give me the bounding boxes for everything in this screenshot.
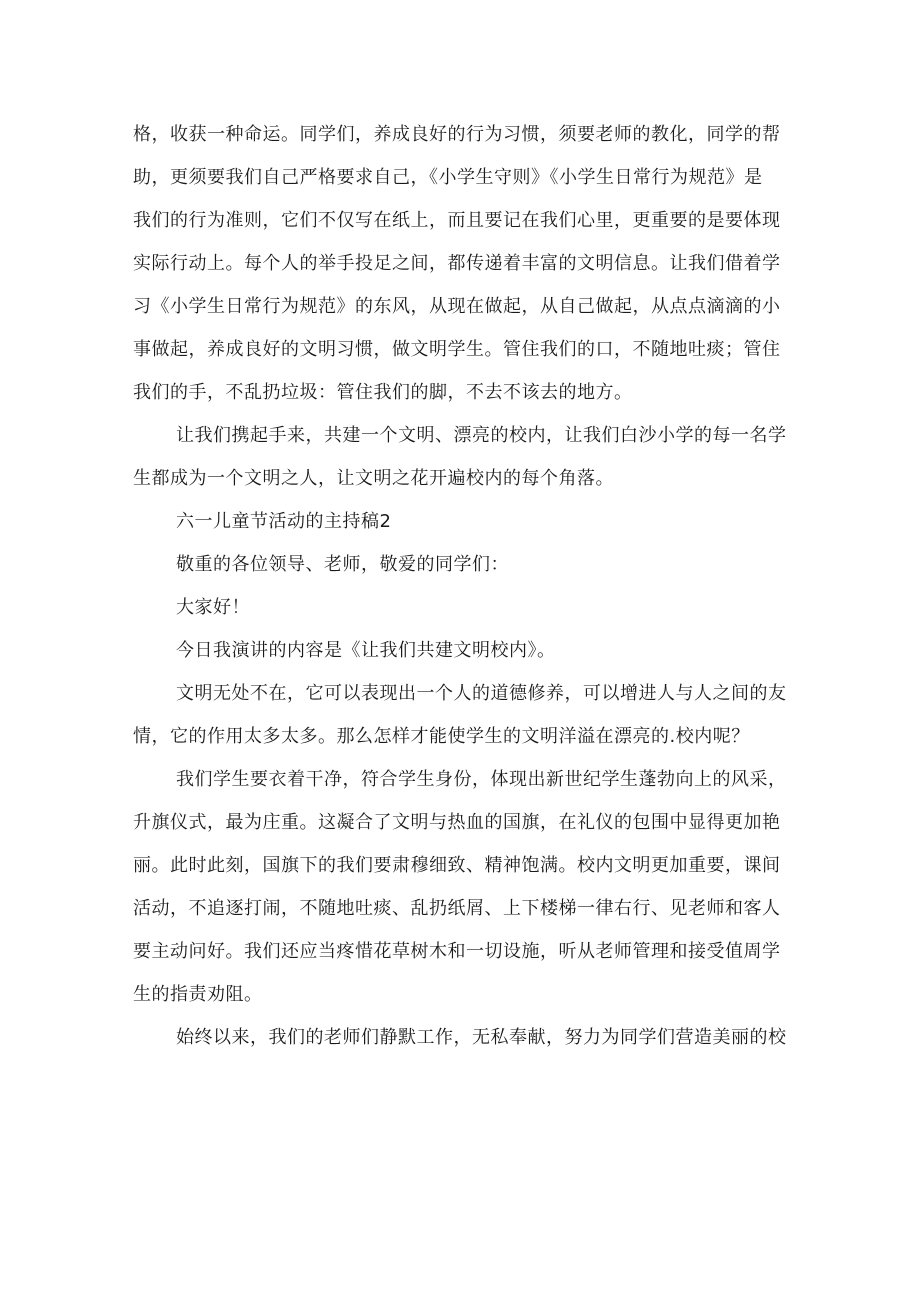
text-line: 情，它的作用太多太多。那么怎样才能使学生的文明洋溢在漂亮的.校内呢？	[133, 726, 750, 747]
text-line: 始终以来，我们的老师们静默工作，无私奉献，努力为同学们营造美丽的校	[176, 1027, 787, 1048]
salutation: 敬重的各位领导、老师，敬爱的同学们：	[176, 554, 509, 575]
text-line: 助，更须要我们自己严格要求自己，《小学生守则》《小学生日常行为规范》是	[133, 167, 763, 188]
text-line: 我们的行为准则，它们不仅写在纸上，而且要记在我们心里，更重要的是要体现	[133, 210, 781, 231]
text-line: 习《小学生日常行为规范》的东风，从现在做起，从自己做起，从点点滴滴的小	[133, 296, 781, 317]
text-line: 生都成为一个文明之人，让文明之花开遍校内的每个角落。	[133, 468, 614, 489]
text-line: 升旗仪式，最为庄重。这凝合了文明与热血的国旗，在礼仪的包围中显得更加艳	[133, 812, 781, 833]
text-line: 我们学生要衣着干净，符合学生身份，体现出新世纪学生蓬勃向上的风采，	[176, 769, 787, 790]
text-line: 格，收获一种命运。同学们，养成良好的行为习惯，须要老师的教化，同学的帮	[133, 124, 781, 145]
text-line: 让我们携起手来，共建一个文明、漂亮的校内，让我们白沙小学的每一名学	[176, 425, 787, 446]
text-line: 实际行动上。每个人的举手投足之间，都传递着丰富的文明信息。让我们借着学	[133, 253, 781, 274]
section-heading: 六一儿童节活动的主持稿2	[176, 511, 392, 532]
text-line: 我们的手，不乱扔垃圾：管住我们的脚，不去不该去的地方。	[133, 382, 633, 403]
greeting: 大家好！	[176, 597, 250, 618]
text-line: 丽。此时此刻，国旗下的我们要肃穆细致、精神饱满。校内文明更加重要，课间	[133, 855, 781, 876]
text-line: 今日我演讲的内容是《让我们共建文明校内》。	[176, 640, 556, 661]
text-line: 文明无处不在，它可以表现出一个人的道德修养，可以增进人与人之间的友	[176, 683, 787, 704]
text-line: 活动，不追逐打闹，不随地吐痰、乱扔纸屑、上下楼梯一律右行、见老师和客人	[133, 898, 781, 919]
text-line: 要主动问好。我们还应当疼惜花草树木和一切设施，听从老师管理和接受值周学	[133, 941, 781, 962]
text-line: 生的指责劝阻。	[133, 984, 263, 1005]
text-line: 事做起，养成良好的文明习惯，做文明学生。管住我们的口，不随地吐痰；管住	[133, 339, 781, 360]
